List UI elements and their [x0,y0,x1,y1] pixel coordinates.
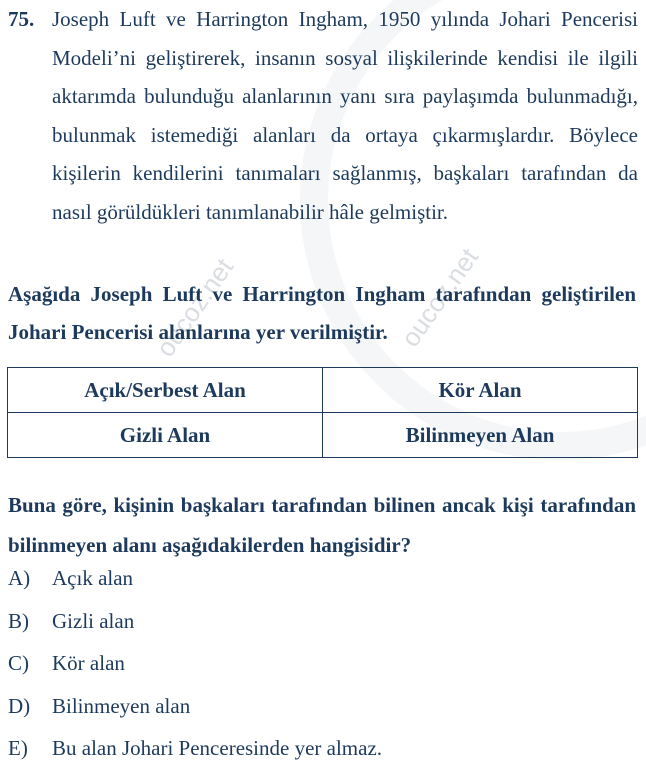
johari-window-table [7,367,638,458]
option-text: Kör alan [52,651,125,675]
option-letter: B) [8,609,29,633]
question-lead: Aşağıda Joseph Luft ve Harrington Ingham tarafından geliştirilen Johari Pencerisi alanlarına yer verilmiştir. [8,282,636,344]
option-text: Bu alan Johari Penceresinde yer almaz. [52,736,383,760]
watermark-text-left: oucoz.net [150,252,240,363]
option-text: Bilinmeyen alan [52,694,191,718]
question-stem: Buna göre, kişinin başkaları tarafından bilinen ancak kişi tarafından bilinmeyen alanı aşağıdakilerden hangisidir? [8,493,636,557]
table-cell-hidden-area: Gizli Alan [8,413,323,458]
table-cell-open-area: Açık/Serbest Alan [8,368,323,413]
table-cell-blind-area: Kör Alan [323,368,638,413]
table-row [8,368,638,413]
option-a[interactable] [8,566,133,598]
option-letter: E) [8,736,28,760]
option-text: Gizli alan [52,609,135,633]
option-letter: D) [8,694,31,718]
question-number: 75. [8,7,35,31]
option-letter: A) [8,566,31,590]
option-c[interactable] [8,651,125,683]
option-letter: C) [8,651,29,675]
watermark-text-right: oucoz.net [395,242,485,353]
table-row [8,413,638,458]
option-d[interactable] [8,694,190,726]
table-cell-unknown-area: Bilinmeyen Alan [323,413,638,458]
option-text: Açık alan [52,566,134,590]
option-e[interactable] [8,736,382,768]
question-passage: Joseph Luft ve Harrington Ingham, 1950 yılında Johari Pencerisi Modeli’ni geliştirerek, insanın sosyal ilişkilerinde kendisi ile ilgili aktarımda bulunduğu alanlarının yanı sıra paylaşımda bulunmadığı, bulunmak istemediği alanları da ortaya çıkarmışlardır. Böylece kişilerin kendilerini tanımaları sağlanmış, başkaları tarafından da nasıl görüldükleri tanımlanabilir hâle gelmiştir. [52,7,638,224]
option-b[interactable] [8,609,134,641]
